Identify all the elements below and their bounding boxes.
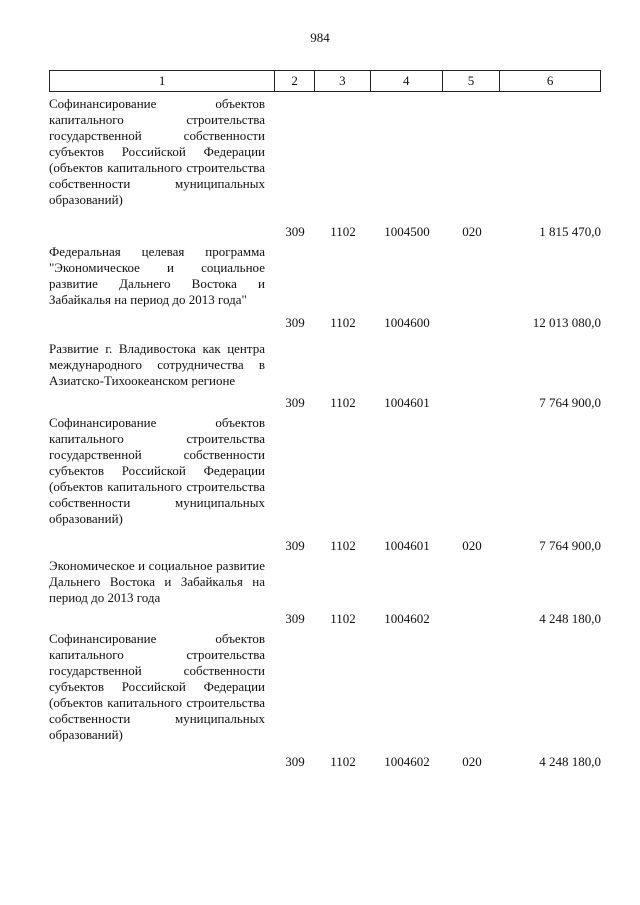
row-col-6: 7 764 900,0 — [539, 395, 601, 410]
row-col-5: 020 — [462, 224, 482, 239]
row-col-2: 309 — [285, 611, 305, 626]
header-col-2: 2 — [275, 71, 315, 91]
row-description: Софинансирование объектов капитального строительства государственной собственности субъектов Российской Федерации (объектов капитального строительства собственности муниципальных образований) — [49, 631, 265, 742]
row-description: Экономическое и социальное развитие Дальнего Востока и Забайкалья на период до 2013 года — [49, 558, 265, 605]
table-row — [49, 240, 601, 331]
header-col-1: 1 — [50, 71, 275, 91]
row-col-6: 1 815 470,0 — [539, 224, 601, 239]
table-row — [49, 627, 601, 770]
table-header — [49, 70, 601, 92]
row-col-2: 309 — [285, 224, 305, 239]
page-number: 984 — [310, 30, 330, 45]
row-col-3: 1102 — [330, 224, 356, 239]
header-col-5: 5 — [443, 71, 501, 91]
table-row — [49, 92, 601, 240]
header-col-4: 4 — [371, 71, 443, 91]
row-col-4: 1004602 — [384, 611, 430, 626]
row-col-4: 1004601 — [384, 538, 430, 553]
row-col-4: 1004500 — [384, 224, 430, 239]
table-row — [49, 331, 601, 411]
row-description: Федеральная целевая программа "Экономическое и социальное развитие Дальнего Востока и Забайкалья на период до 2013 года" — [49, 244, 265, 307]
row-col-3: 1102 — [330, 611, 356, 626]
row-col-2: 309 — [285, 538, 305, 553]
table-row — [49, 411, 601, 554]
row-col-4: 1004601 — [384, 395, 430, 410]
header-col-6: 6 — [546, 73, 554, 88]
row-col-6: 4 248 180,0 — [539, 611, 601, 626]
row-col-3: 1102 — [330, 395, 356, 410]
table-body — [49, 92, 601, 770]
row-col-2: 309 — [285, 754, 305, 769]
table-row — [49, 554, 601, 627]
row-col-4: 1004600 — [384, 315, 430, 330]
row-col-6: 4 248 180,0 — [539, 754, 601, 769]
row-description: Софинансирование объектов капитального строительства государственной собственности субъектов Российской Федерации (объектов капитального строительства собственности муниципальных образований) — [49, 415, 265, 526]
row-description: Развитие г. Владивостока как центра международного сотрудничества в Азиатско-Тихоокеанском регионе — [49, 341, 265, 388]
row-col-2: 309 — [285, 395, 305, 410]
row-col-6: 12 013 080,0 — [532, 315, 601, 330]
row-description: Софинансирование объектов капитального строительства государственной собственности субъектов Российской Федерации (объектов капитального строительства собственности муниципальных образований) — [49, 96, 265, 207]
row-col-2: 309 — [285, 315, 305, 330]
row-col-4: 1004602 — [384, 754, 430, 769]
row-col-6: 7 764 900,0 — [539, 538, 601, 553]
row-col-3: 1102 — [330, 315, 356, 330]
row-col-3: 1102 — [330, 754, 356, 769]
row-col-5: 020 — [462, 538, 482, 553]
row-col-3: 1102 — [330, 538, 356, 553]
header-col-3: 3 — [315, 71, 371, 91]
row-col-5: 020 — [462, 754, 482, 769]
